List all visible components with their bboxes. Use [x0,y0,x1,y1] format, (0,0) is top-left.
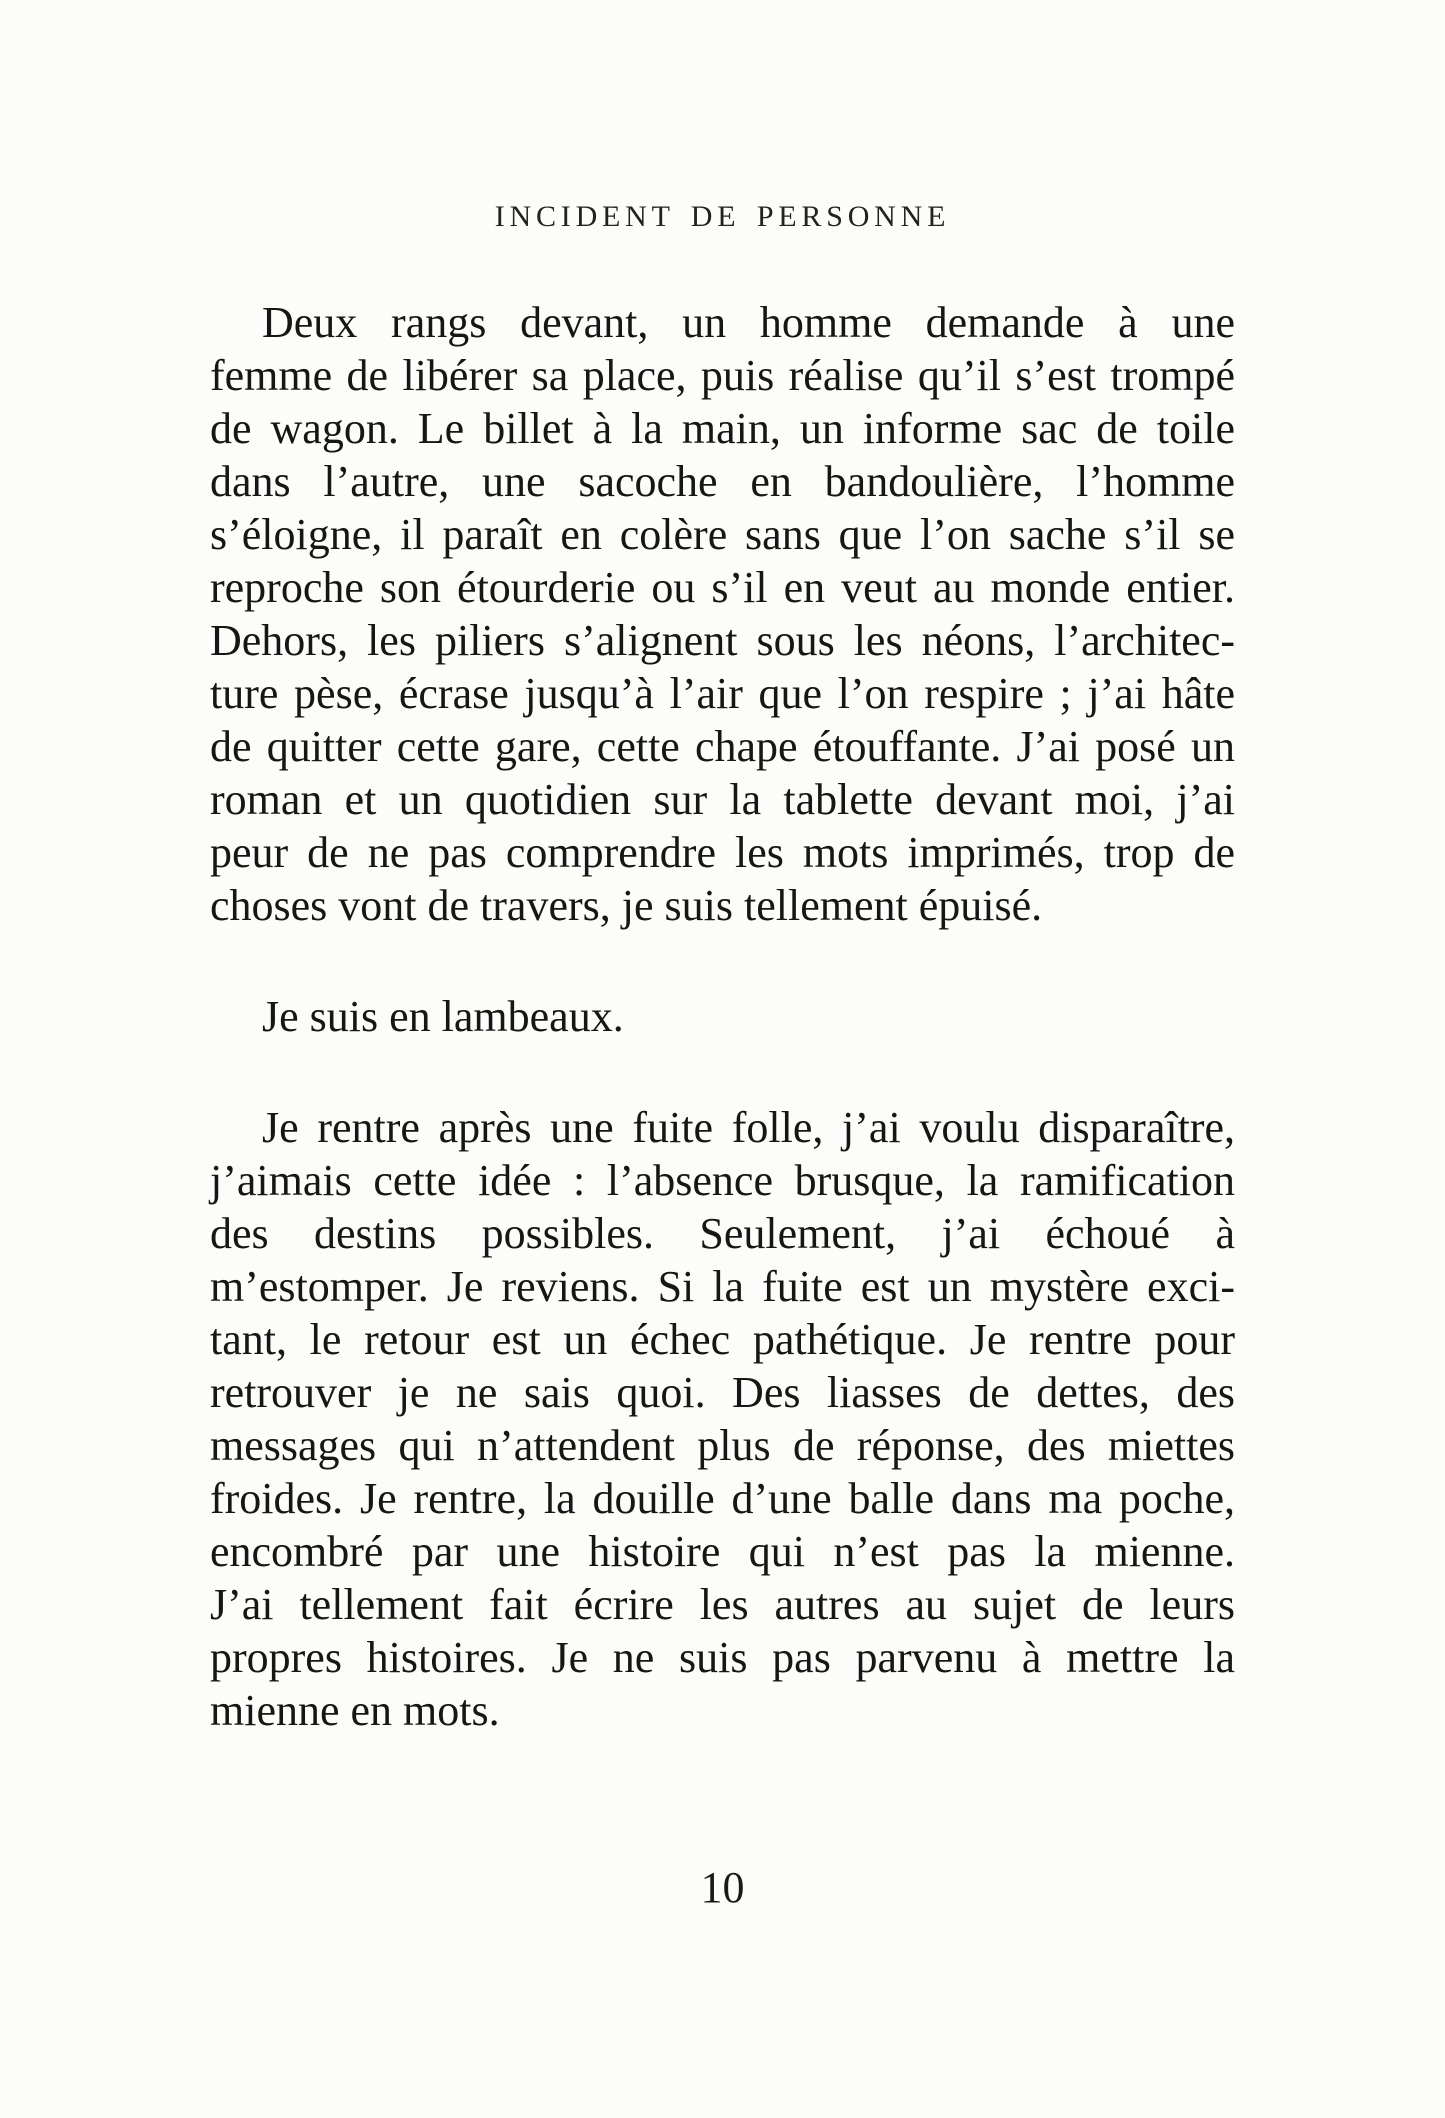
text-line: des destins possibles. Seulement, j’ai échoué à [210,1209,1235,1258]
text-line: peur de ne pas comprendre les mots imprimés, trop de [210,828,1235,877]
text-line: propres histoires. Je ne suis pas parvenu à mettre la [210,1633,1235,1682]
text-line: de quitter cette gare, cette chape étouffante. J’ai posé un [210,722,1235,771]
text-line: retrouver je ne sais quoi. Des liasses de dettes, des [210,1368,1235,1417]
text-line: m’estomper. Je reviens. Si la fuite est un mystère exci- [210,1262,1235,1311]
text-line: reproche son étourderie ou s’il en veut au monde entier. [210,563,1235,612]
page-number: 10 [700,1863,745,1912]
text-line: choses vont de travers, je suis tellement épuisé. [210,881,1043,930]
running-header: INCIDENT DE PERSONNE [494,200,951,233]
paragraph-2 [210,990,1235,1043]
text-line: encombré par une histoire qui n’est pas la mienne. [210,1527,1235,1576]
body-text [210,296,1235,1737]
text-line: dans l’autre, une sacoche en bandoulière, l’homme [210,457,1235,506]
text-line: messages qui n’attendent plus de réponse, des miettes [210,1421,1235,1470]
text-line: s’éloigne, il paraît en colère sans que l’on sache s’il se [210,510,1235,559]
text-line: Dehors, les piliers s’alignent sous les néons, l’architec- [210,616,1235,665]
paragraph-1 [210,296,1235,932]
text-line: Deux rangs devant, un homme demande à une [262,298,1235,347]
paragraph-3 [210,1101,1235,1737]
text-line: froides. Je rentre, la douille d’une balle dans ma poche, [210,1474,1235,1523]
text-line: J’ai tellement fait écrire les autres au sujet de leurs [210,1580,1235,1629]
text-line: mienne en mots. [210,1686,500,1735]
text-line: ture pèse, écrase jusqu’à l’air que l’on respire ; j’ai hâte [210,669,1235,718]
text-line: roman et un quotidien sur la tablette devant moi, j’ai [210,775,1235,824]
text-line: Je rentre après une fuite folle, j’ai voulu disparaître, [262,1103,1235,1152]
text-line: femme de libérer sa place, puis réalise qu’il s’est trompé [210,351,1235,400]
text-line: tant, le retour est un échec pathétique. Je rentre pour [210,1315,1235,1364]
text-line: Je suis en lambeaux. [262,992,624,1041]
text-line: j’aimais cette idée : l’absence brusque, la ramification [210,1156,1235,1205]
text-line: de wagon. Le billet à la main, un informe sac de toile [210,404,1235,453]
